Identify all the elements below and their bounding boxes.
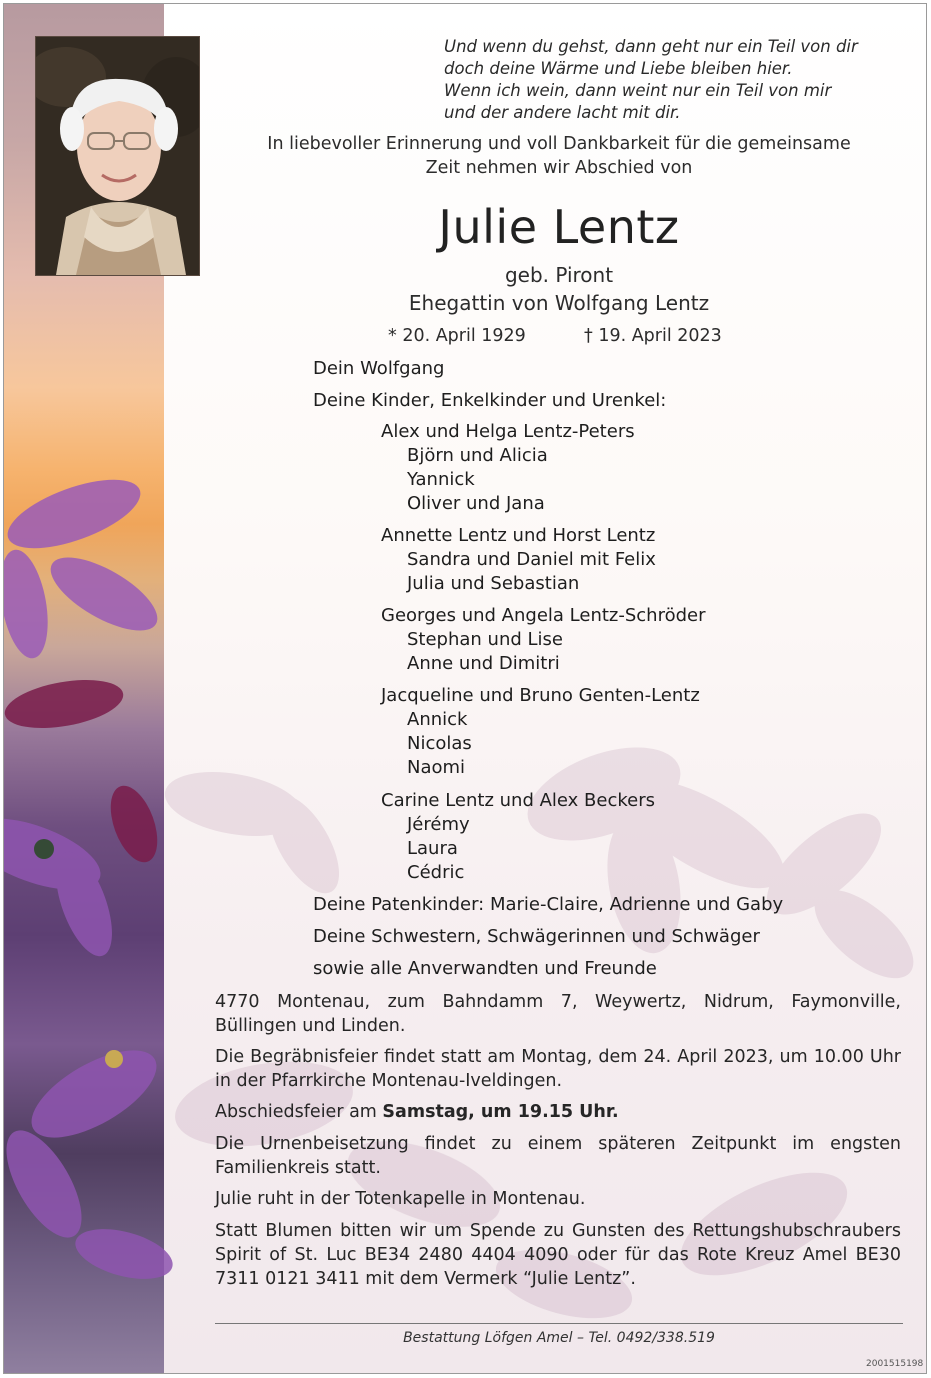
donation-text: Statt Blumen bitten wir um Spende zu Gunsten des Rettungshubschraubers Spirit of St. Luc BE34 2480 4404 4090 oder für das Rote Kreuz Amel BE30 7311 0121 3411 mit dem Vermerk “Julie Lentz”. <box>215 1221 901 1289</box>
address-text: 4770 Montenau, zum Bahndamm 7, Weywertz, Nidrum, Faymonville, Büllingen und Linden. <box>215 992 901 1036</box>
death-date: † 19. April 2023 <box>584 326 722 346</box>
family-child: Naomi <box>407 757 466 778</box>
family-child: Sandra und Daniel mit Felix <box>407 549 656 570</box>
family-parents: Carine Lentz und Alex Beckers <box>381 790 655 811</box>
family-child: Björn und Alicia <box>407 445 548 466</box>
family-child: Yannick <box>407 469 475 490</box>
poem <box>444 36 914 124</box>
funeral-home-footer: Bestattung Löfgen Amel – Tel. 0492/338.519 <box>403 1330 715 1346</box>
family-godchildren: Deine Patenkinder: Marie-Claire, Adrienne und Gaby <box>313 894 784 915</box>
urn-text: Die Urnenbeisetzung findet zu einem späteren Zeitpunkt im engsten Familienkreis statt. <box>215 1134 901 1178</box>
poem-line: doch deine Wärme und Liebe bleiben hier. <box>444 59 793 78</box>
family-siblings: Deine Schwestern, Schwägerinnen und Schwäger <box>313 926 760 947</box>
family-child: Nicolas <box>407 733 472 754</box>
ad-code: 2001515198 <box>866 1359 924 1369</box>
intro-line: In liebevoller Erinnerung und voll Dankbarkeit für die gemeinsame <box>267 134 851 154</box>
farewell-text <box>215 1100 901 1124</box>
family-spouse: Dein Wolfgang <box>313 358 445 379</box>
family-relatives: sowie alle Anverwandten und Freunde <box>313 958 657 979</box>
intro-line: Zeit nehmen wir Abschied von <box>425 158 693 178</box>
family-parents: Alex und Helga Lentz-Peters <box>381 421 635 442</box>
family-child: Jérémy <box>407 814 470 835</box>
portrait-photo <box>35 36 200 276</box>
obituary-card <box>3 3 927 1374</box>
funeral-text: Die Begräbnisfeier findet statt am Montag, dem 24. April 2023, um 10.00 Uhr in der Pfarrkirche Montenau-Iveldingen. <box>215 1047 901 1091</box>
poem-line: und der andere lacht mit dir. <box>444 103 681 122</box>
poem-line: Und wenn du gehst, dann geht nur ein Teil von dir <box>444 37 858 56</box>
family-child: Laura <box>407 838 458 859</box>
footer-divider <box>215 1323 903 1324</box>
intro-text <box>204 132 914 180</box>
family-children-heading: Deine Kinder, Enkelkinder und Urenkel: <box>313 390 667 411</box>
family-parents: Georges und Angela Lentz-Schröder <box>381 605 706 626</box>
farewell-time: Samstag, um 19.15 Uhr. <box>382 1102 619 1122</box>
family-parents: Annette Lentz und Horst Lentz <box>381 525 656 546</box>
family-parents: Jacqueline und Bruno Genten-Lentz <box>381 685 700 706</box>
spouse-line: Ehegattin von Wolfgang Lentz <box>408 291 710 315</box>
poem-line: Wenn ich wein, dann weint nur ein Teil von mir <box>444 81 832 100</box>
family-child: Stephan und Lise <box>407 629 563 650</box>
chapel-text: Julie ruht in der Totenkapelle in Montenau. <box>215 1189 586 1209</box>
family-child: Cédric <box>407 862 465 883</box>
family-child: Julia und Sebastian <box>407 573 580 594</box>
farewell-prefix: Abschiedsfeier am <box>215 1102 383 1122</box>
family-child: Anne und Dimitri <box>407 653 560 674</box>
family-child: Oliver und Jana <box>407 493 545 514</box>
birth-date: * 20. April 1929 <box>388 326 526 346</box>
deceased-name: Julie Lentz <box>438 200 680 254</box>
birth-name: geb. Piront <box>504 263 614 287</box>
family-child: Annick <box>407 709 468 730</box>
